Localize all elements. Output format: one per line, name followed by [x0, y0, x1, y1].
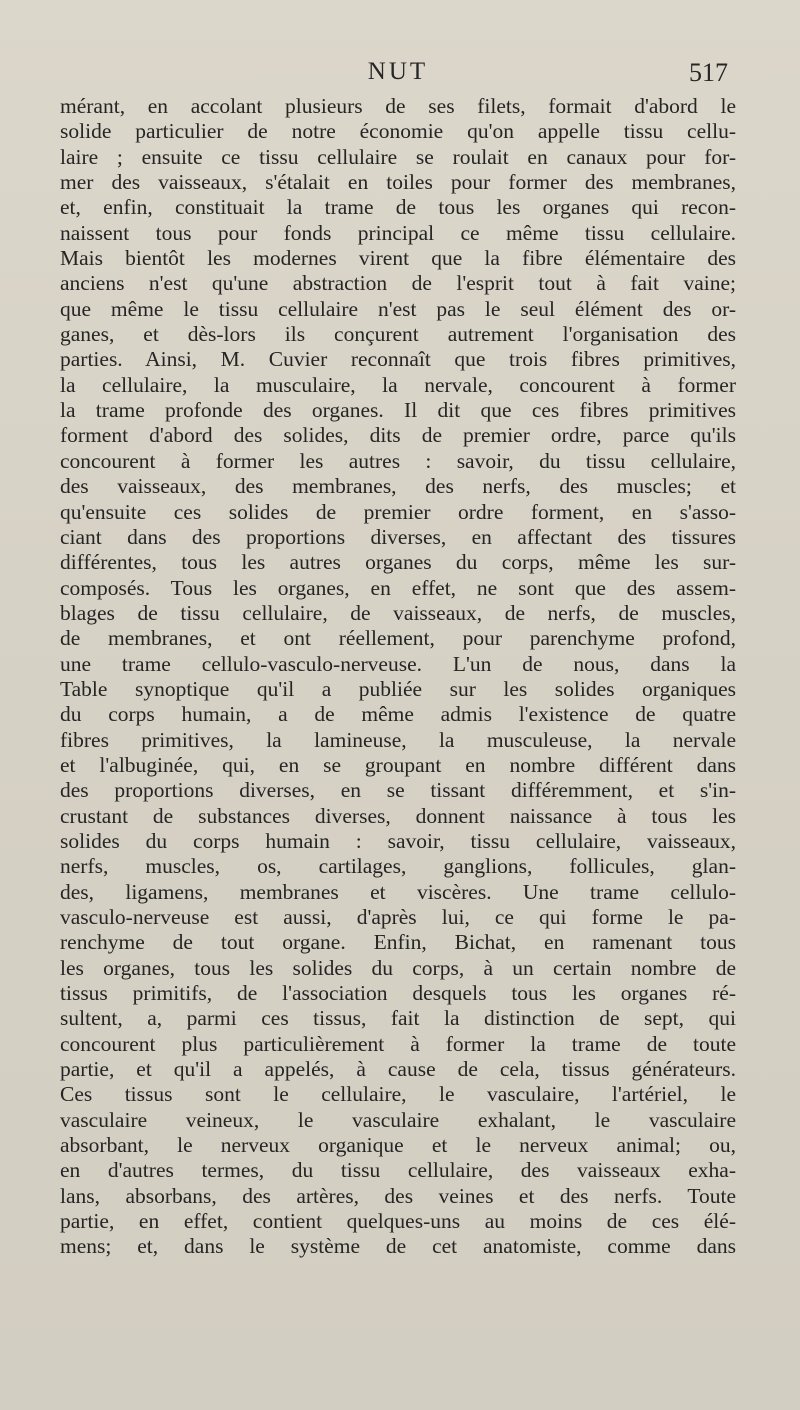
text-line: la cellulaire, la musculaire, la nervale, concourent à former: [60, 372, 736, 397]
text-line: renchyme de tout organe. Enfin, Bichat, en ramenant tous: [60, 930, 736, 955]
text-line: solides du corps humain : savoir, tissu cellulaire, vaisseaux,: [60, 828, 736, 853]
text-line: partie, et qu'il a appelés, à cause de cela, tissus générateurs.: [60, 1057, 736, 1082]
text-line: laire ; ensuite ce tissu cellulaire se roulait en canaux pour for-: [60, 144, 736, 169]
text-line: concourent plus particulièrement à former la trame de toute: [60, 1031, 736, 1056]
running-head: [60, 58, 736, 94]
text-line: nerfs, muscles, os, cartilages, ganglions, follicules, glan-: [60, 854, 736, 879]
text-line: naissent tous pour fonds principal ce même tissu cellulaire.: [60, 220, 736, 245]
text-line: et, enfin, constituait la trame de tous les organes qui recon-: [60, 195, 736, 220]
text-line: de membranes, et ont réellement, pour parenchyme profond,: [60, 626, 736, 651]
page-number: 517: [689, 58, 728, 87]
text-line: ciant dans des proportions diverses, en affectant des tissures: [60, 524, 736, 549]
text-line: vasculaire veineux, le vasculaire exhalant, le vasculaire: [60, 1107, 736, 1132]
text-line: Ces tissus sont le cellulaire, le vasculaire, l'artériel, le: [60, 1082, 736, 1107]
text-line: crustant de substances diverses, donnent naissance à tous les: [60, 803, 736, 828]
text-line: une trame cellulo-vasculo-nerveuse. L'un de nous, dans la: [60, 651, 736, 676]
text-line: qu'ensuite ces solides de premier ordre forment, en s'asso-: [60, 499, 736, 524]
text-line: du corps humain, a de même admis l'existence de quatre: [60, 702, 736, 727]
text-line: solide particulier de notre économie qu'on appelle tissu cellu-: [60, 119, 736, 144]
text-line: sultent, a, parmi ces tissus, fait la distinction de sept, qui: [60, 1006, 736, 1031]
body-text: [60, 94, 736, 1260]
text-line: forment d'abord des solides, dits de premier ordre, parce qu'ils: [60, 423, 736, 448]
text-line: lans, absorbans, des artères, des veines et des nerfs. Toute: [60, 1183, 736, 1208]
running-head-title: NUT: [367, 58, 429, 85]
text-line: ganes, et dès-lors ils conçurent autrement l'organisation des: [60, 322, 736, 347]
text-line: fibres primitives, la lamineuse, la musculeuse, la nervale: [60, 727, 736, 752]
text-line: blages de tissu cellulaire, de vaisseaux, de nerfs, de muscles,: [60, 600, 736, 625]
text-line: en d'autres termes, du tissu cellulaire, des vaisseaux exha-: [60, 1158, 736, 1183]
text-line: tissus primitifs, de l'association desquels tous les organes ré-: [60, 981, 736, 1006]
text-line: les organes, tous les solides du corps, à un certain nombre de: [60, 955, 736, 980]
text-line: composés. Tous les organes, en effet, ne sont que des assem-: [60, 575, 736, 600]
text-line: différentes, tous les autres organes du corps, même les sur-: [60, 550, 736, 575]
text-line: des proportions diverses, en se tissant différemment, et s'in-: [60, 778, 736, 803]
text-line: vasculo-nerveuse est aussi, d'après lui, ce qui forme le pa-: [60, 905, 736, 929]
text-line: Mais bientôt les modernes virent que la fibre élémentaire des: [60, 246, 736, 271]
text-line: et l'albuginée, qui, en se groupant en nombre différent dans: [60, 752, 736, 777]
text-line: des vaisseaux, des membranes, des nerfs, des muscles; et: [60, 474, 736, 499]
text-line: mer des vaisseaux, s'étalait en toiles pour former des membranes,: [60, 170, 736, 195]
text-line: que même le tissu cellulaire n'est pas le seul élément des or-: [60, 296, 736, 321]
text-line: la trame profonde des organes. Il dit que ces fibres primitives: [60, 398, 736, 423]
text-line: absorbant, le nerveux organique et le nerveux animal; ou,: [60, 1133, 736, 1158]
text-line: concourent à former les autres : savoir, du tissu cellulaire,: [60, 448, 736, 473]
text-line: partie, en effet, contient quelques-uns au moins de ces élé-: [60, 1209, 736, 1234]
text-line: Table synoptique qu'il a publiée sur les solides organiques: [60, 676, 736, 701]
text-line: mérant, en accolant plusieurs de ses filets, formait d'abord le: [60, 94, 736, 118]
text-line: anciens n'est qu'une abstraction de l'esprit tout à fait vaine;: [60, 271, 736, 296]
text-line: parties. Ainsi, M. Cuvier reconnaît que trois fibres primitives,: [60, 347, 736, 372]
text-line: des, ligamens, membranes et viscères. Une trame cellulo-: [60, 879, 736, 904]
text-line: mens; et, dans le système de cet anatomiste, comme dans: [60, 1234, 736, 1259]
